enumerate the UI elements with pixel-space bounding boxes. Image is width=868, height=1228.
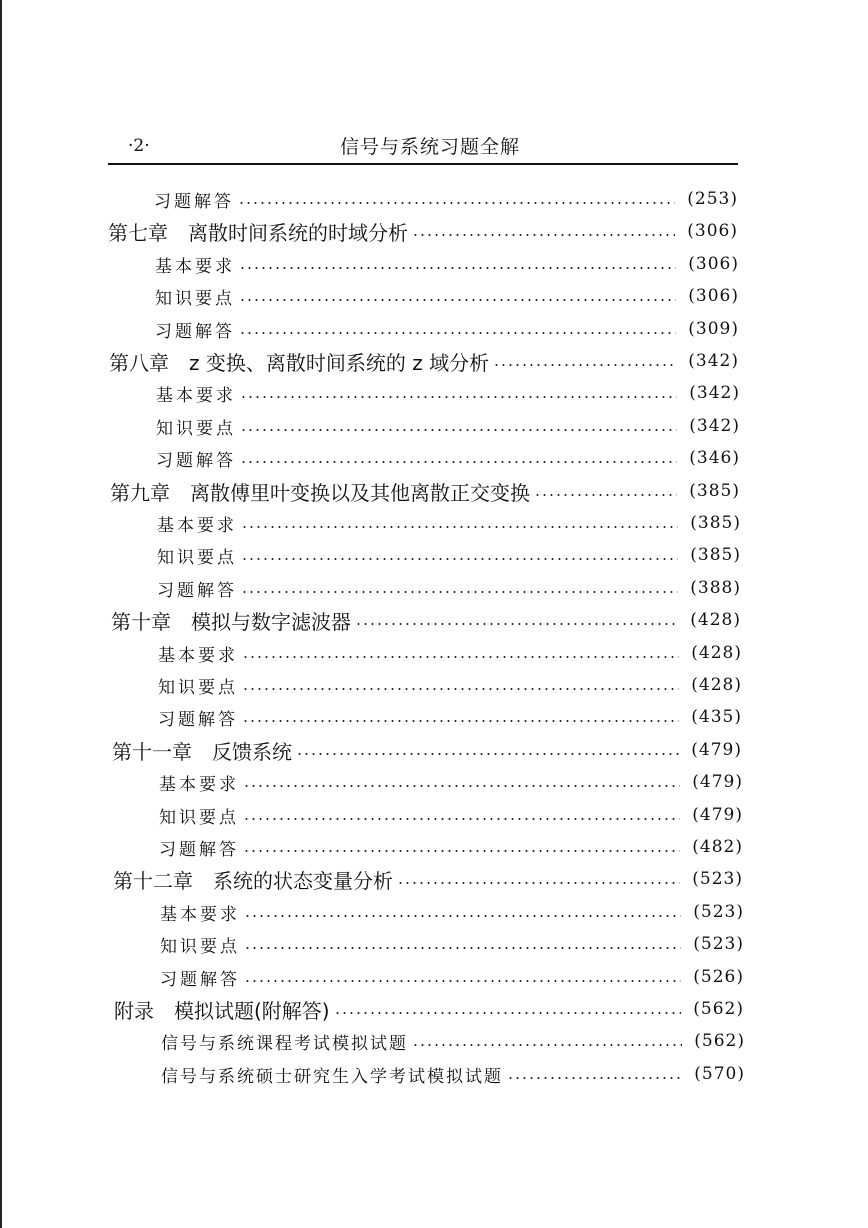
toc-page-number: (479) xyxy=(692,772,743,792)
toc-page-number: (385) xyxy=(689,481,740,501)
toc-page-number: (385) xyxy=(690,513,741,533)
toc-section-entry[interactable] xyxy=(158,702,742,732)
toc-page-number: (562) xyxy=(694,1031,745,1051)
dot-leader xyxy=(507,1077,682,1079)
dot-leader xyxy=(296,753,679,755)
toc-entry-title: 知识要点 xyxy=(158,677,238,698)
toc-section-entry[interactable] xyxy=(161,1059,745,1089)
toc-section-entry[interactable] xyxy=(155,249,739,279)
dot-leader xyxy=(355,623,678,625)
dot-leader xyxy=(240,461,677,463)
toc-page-number: (342) xyxy=(689,383,740,403)
dot-leader xyxy=(239,332,676,334)
toc-page-number: (523) xyxy=(693,934,744,954)
toc-entry-title: 基本要求 xyxy=(160,904,240,925)
toc-section-entry[interactable] xyxy=(160,897,744,927)
dot-leader xyxy=(243,785,680,787)
toc-page-number: (479) xyxy=(692,805,743,825)
toc-chapter-entry[interactable] xyxy=(110,476,740,506)
header-rule xyxy=(108,163,738,165)
toc-page-number: (306) xyxy=(688,286,739,306)
toc-section-entry[interactable] xyxy=(156,411,740,441)
dot-leader xyxy=(241,526,678,528)
toc-section-entry[interactable] xyxy=(160,962,744,992)
toc-entry-title: 知识要点 xyxy=(155,288,235,309)
toc-chapter-entry[interactable] xyxy=(111,605,741,635)
toc-chapter-entry[interactable] xyxy=(109,346,739,376)
toc-page-number: (309) xyxy=(688,319,739,339)
toc-page-number: (253) xyxy=(687,189,738,209)
toc-page-number: (428) xyxy=(690,610,741,630)
dot-leader xyxy=(493,364,676,366)
toc-entry-title: 附录 模拟试题(附解答) xyxy=(114,998,330,1023)
toc-section-entry[interactable] xyxy=(157,508,741,538)
toc-chapter-entry[interactable] xyxy=(114,994,744,1024)
toc-page-number: (342) xyxy=(689,416,740,436)
toc-section-entry[interactable] xyxy=(158,638,742,668)
toc-entry-title: 习题解答 xyxy=(155,321,235,342)
running-header xyxy=(108,130,736,160)
toc-entry-title: 知识要点 xyxy=(159,807,239,828)
dot-leader xyxy=(239,299,676,301)
toc-entry-title: 第八章 z 变换、离散时间系统的 z 域分析 xyxy=(109,350,490,375)
toc-entry-title: 信号与系统课程考试模拟试题 xyxy=(161,1033,408,1054)
dot-leader xyxy=(242,720,679,722)
toc-entry-title: 习题解答 xyxy=(160,969,240,990)
toc-page-number: (428) xyxy=(691,643,742,663)
toc-entry-title: 基本要求 xyxy=(157,515,237,536)
toc-entry-title: 基本要求 xyxy=(155,256,235,277)
toc-chapter-entry[interactable] xyxy=(113,864,743,894)
toc-page-number: (435) xyxy=(691,707,742,727)
toc-page-number: (306) xyxy=(687,221,738,241)
toc-entry-title: 第七章 离散时间系统的时域分析 xyxy=(108,220,408,245)
toc-section-entry[interactable] xyxy=(154,184,738,214)
dot-leader xyxy=(240,429,677,431)
toc-section-entry[interactable] xyxy=(159,800,743,830)
toc-page-number: (428) xyxy=(691,675,742,695)
toc-section-entry[interactable] xyxy=(158,670,742,700)
toc-page-number: (479) xyxy=(691,740,742,760)
toc-section-entry[interactable] xyxy=(159,832,743,862)
toc-entry-title: 基本要求 xyxy=(159,774,239,795)
toc-page-number: (306) xyxy=(688,254,739,274)
toc-entry-title: 第十章 模拟与数字滤波器 xyxy=(111,609,351,634)
toc-chapter-entry[interactable] xyxy=(108,216,738,246)
dot-leader xyxy=(412,1044,682,1046)
dot-leader xyxy=(534,494,677,496)
toc-entry-title: 基本要求 xyxy=(158,645,238,666)
toc-page-number: (562) xyxy=(693,999,744,1019)
dot-leader xyxy=(412,234,675,236)
toc-entry-title: 习题解答 xyxy=(156,450,236,471)
dot-leader xyxy=(239,267,676,269)
toc-entry-title: 信号与系统硕士研究生入学考试模拟试题 xyxy=(161,1066,503,1087)
toc-section-entry[interactable] xyxy=(155,314,739,344)
toc-page-number: (482) xyxy=(692,837,743,857)
dot-leader xyxy=(244,980,681,982)
toc-entry-title: 习题解答 xyxy=(159,839,239,860)
toc-section-entry[interactable] xyxy=(161,1026,745,1056)
toc-section-entry[interactable] xyxy=(157,540,741,570)
dot-leader xyxy=(241,558,678,560)
toc-entry-title: 习题解答 xyxy=(157,580,237,601)
toc-page-number: (526) xyxy=(693,967,744,987)
dot-leader xyxy=(397,882,680,884)
page-number: ·2· xyxy=(128,136,150,156)
toc-section-entry[interactable] xyxy=(156,443,740,473)
toc-section-entry[interactable] xyxy=(156,378,740,408)
toc-entry-title: 第十一章 反馈系统 xyxy=(112,739,292,764)
dot-leader xyxy=(242,656,679,658)
toc-page-number: (385) xyxy=(690,545,741,565)
dot-leader xyxy=(240,396,677,398)
toc-page-number: (346) xyxy=(689,448,740,468)
toc-entry-title: 习题解答 xyxy=(158,709,238,730)
toc-entry-title: 第十二章 系统的状态变量分析 xyxy=(113,868,393,893)
dot-leader xyxy=(238,202,675,204)
dot-leader xyxy=(244,947,681,949)
toc-page-number: (523) xyxy=(692,869,743,889)
toc-page-number: (523) xyxy=(693,902,744,922)
toc-entry-title: 基本要求 xyxy=(156,385,236,406)
dot-leader xyxy=(241,591,678,593)
dot-leader xyxy=(334,1012,682,1014)
dot-leader xyxy=(243,818,680,820)
toc-page-number: (388) xyxy=(690,578,741,598)
toc-entry-title: 知识要点 xyxy=(156,418,236,439)
toc-section-entry[interactable] xyxy=(157,573,741,603)
toc-entry-title: 第九章 离散傅里叶变换以及其他离散正交变换 xyxy=(110,480,530,505)
toc-page-number: (342) xyxy=(688,351,739,371)
toc-page-number: (570) xyxy=(694,1064,745,1084)
toc-section-entry[interactable] xyxy=(159,767,743,797)
book-title: 信号与系统习题全解 xyxy=(340,136,521,158)
dot-leader xyxy=(242,688,679,690)
toc-section-entry[interactable] xyxy=(160,929,744,959)
toc-entry-title: 知识要点 xyxy=(157,547,237,568)
toc-section-entry[interactable] xyxy=(155,281,739,311)
dot-leader xyxy=(243,850,680,852)
dot-leader xyxy=(244,915,681,917)
toc-chapter-entry[interactable] xyxy=(112,735,742,765)
toc-entry-title: 知识要点 xyxy=(160,936,240,957)
toc-entry-title: 习题解答 xyxy=(154,191,234,212)
page-edge-line xyxy=(0,0,2,1228)
